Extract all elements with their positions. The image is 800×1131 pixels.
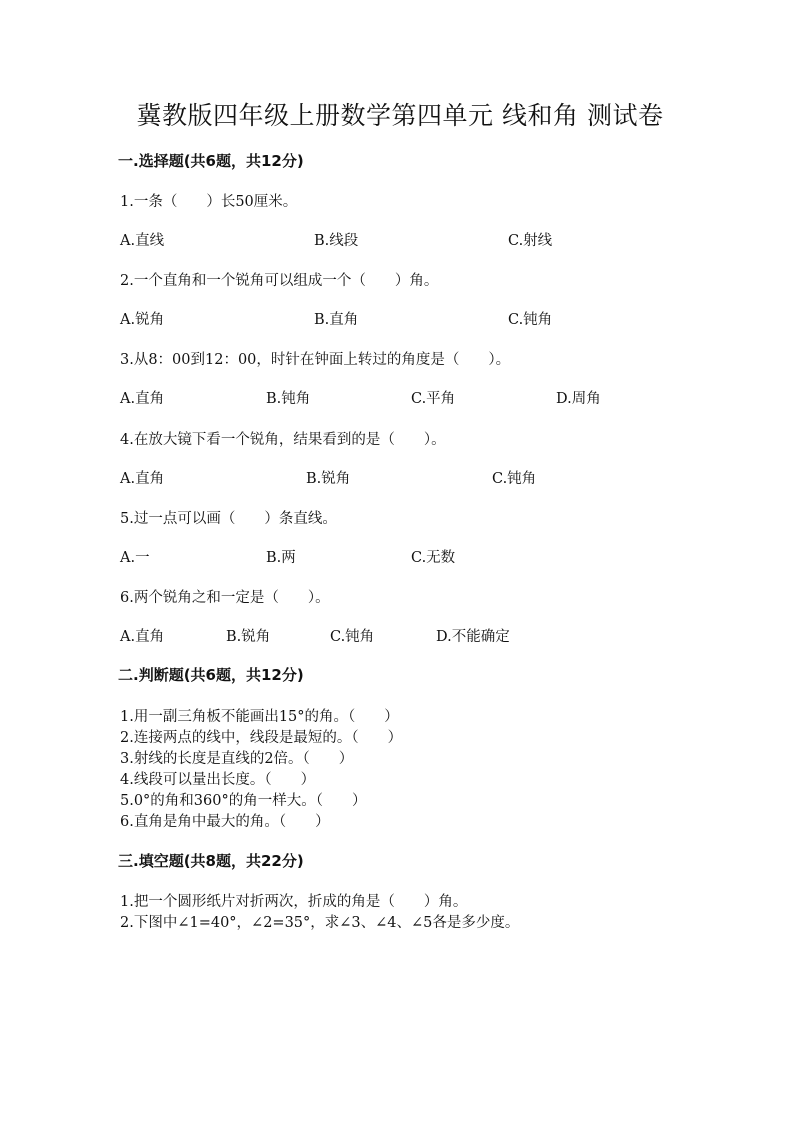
- option: C.钝角: [508, 312, 553, 328]
- judgement-item: 5.0°的角和360°的角一样大。（ ）: [120, 793, 367, 809]
- option: C.无数: [411, 550, 456, 566]
- option: C.钝角: [330, 629, 375, 645]
- option: C.平角: [411, 391, 456, 407]
- judgement-item: 4.线段可以量出长度。（ ）: [120, 772, 316, 788]
- judgement-item: 6.直角是角中最大的角。（ ）: [120, 814, 330, 830]
- section-heading-fill-in: 三.填空题(共8题，共22分): [118, 852, 304, 870]
- fill-in-item: 1.把一个圆形纸片对折两次，折成的角是（ ）角。: [120, 894, 468, 910]
- option: A.直角: [120, 391, 165, 407]
- option: B.线段: [314, 233, 359, 249]
- option: C.钝角: [492, 471, 537, 487]
- judgement-item: 3.射线的长度是直线的2倍。（ ）: [120, 751, 354, 767]
- option: A.一: [120, 550, 150, 566]
- option: C.射线: [508, 233, 553, 249]
- fill-in-item: 2.下图中∠1=40°，∠2=35°，求∠3、∠4、∠5各是多少度。: [120, 915, 520, 931]
- option: D.周角: [556, 391, 601, 407]
- judgement-item: 2.连接两点的线中，线段是最短的。（ ）: [120, 730, 403, 746]
- question-text: 2.一个直角和一个锐角可以组成一个（ ）角。: [120, 273, 439, 289]
- option: A.锐角: [120, 312, 165, 328]
- section-heading-choice: 一.选择题(共6题，共12分): [118, 152, 304, 170]
- option: A.直角: [120, 629, 165, 645]
- page-title: 冀教版四年级上册数学第四单元 线和角 测试卷: [136, 101, 664, 130]
- option: B.钝角: [266, 391, 311, 407]
- option: A.直角: [120, 471, 165, 487]
- question-text: 6.两个锐角之和一定是（ ）。: [120, 590, 330, 606]
- option: B.两: [266, 550, 296, 566]
- option: B.锐角: [226, 629, 271, 645]
- option: D.不能确定: [436, 629, 510, 645]
- option: B.直角: [314, 312, 359, 328]
- judgement-item: 1.用一副三角板不能画出15°的角。（ ）: [120, 709, 399, 725]
- option: A.直线: [120, 233, 165, 249]
- question-text: 3.从8：00到12：00，时针在钟面上转过的角度是（ ）。: [120, 352, 511, 368]
- question-text: 1.一条（ ）长50厘米。: [120, 194, 298, 210]
- question-text: 4.在放大镜下看一个锐角，结果看到的是（ ）。: [120, 432, 446, 448]
- question-text: 5.过一点可以画（ ）条直线。: [120, 511, 337, 527]
- option: B.锐角: [306, 471, 351, 487]
- section-heading-judgement: 二.判断题(共6题，共12分): [118, 666, 304, 684]
